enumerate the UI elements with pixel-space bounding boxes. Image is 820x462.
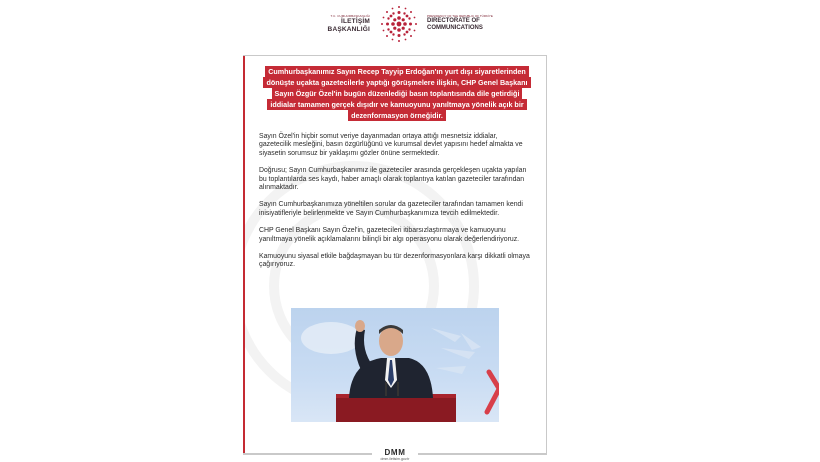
header bbox=[0, 0, 820, 48]
paragraph: Sayın Özel'in hiçbir somut veriye dayanmadan ortaya attığı mesnetsiz iddialar, gazetecilik mesleğini, basın özgürlüğünü ve kurumsal devlet yapısını hedef almakta ve siyasetin sorumsuz bir yaklaşımı gözler önüne sermektedir. bbox=[259, 133, 523, 157]
dmm-footer-logo bbox=[372, 448, 418, 462]
right-logo-small-text: PRESIDENCY OF THE REPUBLIC OF TÜRKİYE bbox=[427, 14, 493, 18]
paragraph: Kamuoyunu siyasal etkile bağdaşmayan bu tür dezenformasyonlara karşı dikkatli olmaya çağırıyoruz. bbox=[259, 253, 530, 269]
left-logo-title: İLETİŞİM BAŞKANLIĞI bbox=[327, 18, 370, 33]
right-logo-title-line1: DIRECTORATE OF bbox=[427, 18, 480, 24]
headline-text: Cumhurbaşkanımız Sayın Recep Tayyip Erdoğan'ın yurt dışı siyaretlerinden dönüşte uçakta gazetecilerle yaptığı görüşmelere ilişkin, CHP Genel Başkanı Sayın Özgür Özel'in bugün düzenlediği basın toplantısında dile getirdiği iddialar tamamen gerçek dışıdır ve kamuoyunu yanıltmaya yönelik açık bir dezenformasyon örneğidir. bbox=[263, 66, 530, 121]
dmm-url: dmm.iletisim.gov.tr bbox=[380, 457, 410, 461]
left-logo-small-text: T.C. CUMHURBAŞKANLIĞI bbox=[330, 14, 370, 18]
paragraph: Sayın Cumhurbaşkanımıza yöneltilen sorular da gazeteciler tarafından tamamen kendi inisiyatifleriyle belirlenmekte ve Sayın Cumhurbaşkanımıza tevcih edilmektedir. bbox=[259, 201, 523, 217]
emblem-icon bbox=[378, 3, 420, 45]
statement-body bbox=[259, 133, 531, 279]
dmm-mark: DMM bbox=[384, 448, 406, 457]
paragraph: Doğrusu; Sayın Cumhurbaşkanımız ile gazeteciler arasında gerçekleşen uçakta yapılan bu toplantılarda ses kaydı, haber amaçlı olarak toplantıya katılan gazeteciler tarafından alınmaktadır. bbox=[259, 167, 527, 192]
paragraph: CHP Genel Başkanı Sayın Özel'in, gazetecileri itibarsızlaştırmaya ve kamuoyunu yanıltmaya yönelik açıklamalarını bilinçli bir algı operasyonu olarak değerlendiriyoruz. bbox=[259, 227, 520, 243]
card-accent-edge bbox=[243, 56, 245, 455]
iletisim-baskanligi-logo bbox=[308, 14, 370, 34]
right-logo-title-line2: COMMUNICATIONS bbox=[427, 25, 483, 31]
speaker-illustration bbox=[291, 308, 499, 422]
press-conference-photo bbox=[291, 308, 499, 422]
headline bbox=[262, 66, 532, 121]
directorate-of-communications-logo bbox=[427, 14, 497, 36]
